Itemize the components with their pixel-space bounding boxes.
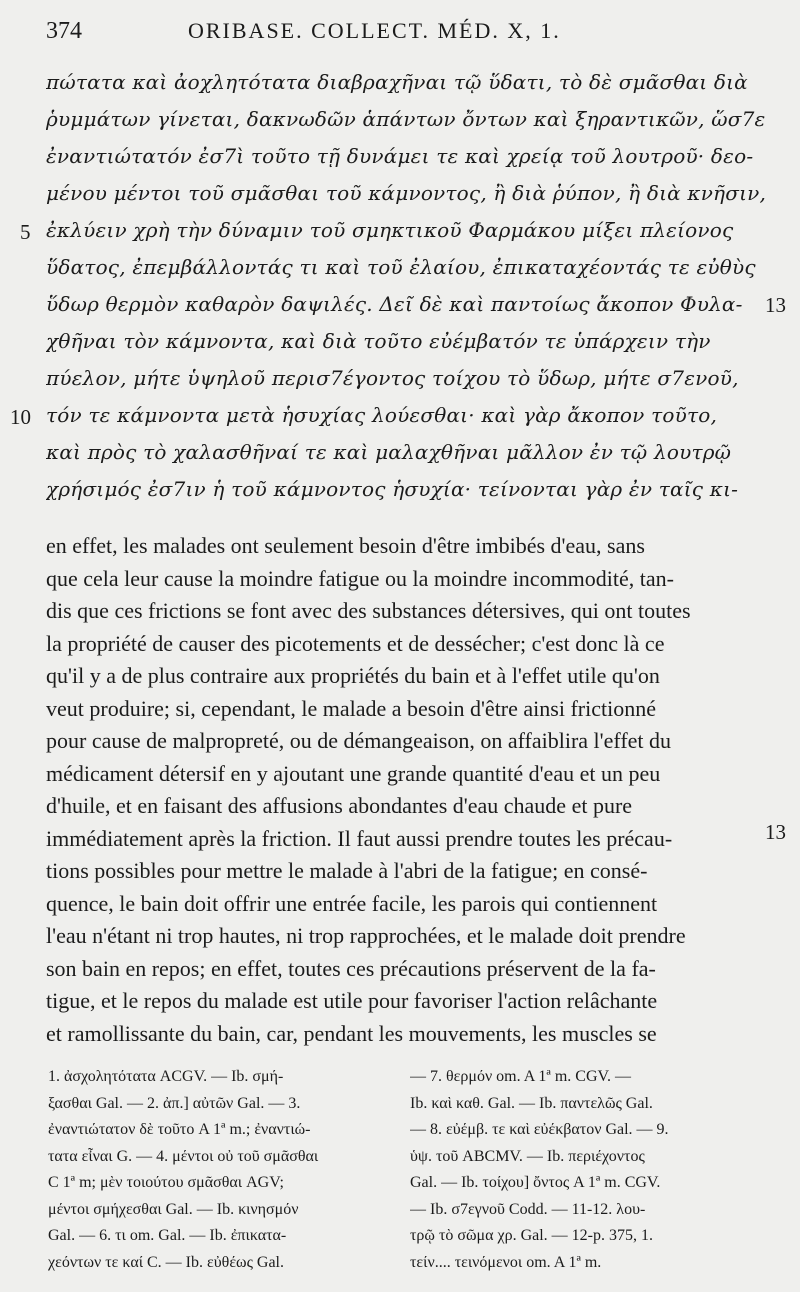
greek-text-line: ὕδατος, ἐπεμβάλλοντάς τι καὶ τοῦ ἐλαίου, ἐπικαταχέοντάς τε εὐθὺς <box>46 255 756 279</box>
footnote-line: τρῷ τὸ σῶμα χρ. Gal. — 12-p. 375, 1. <box>410 1227 654 1244</box>
footnote-line: ξασθαι Gal. — 2. ἀπ.] αὐτῶν Gal. — 3. <box>48 1094 301 1112</box>
greek-text-line: πώτατα καὶ ἀοχλητότατα διαβραχῆναι τῷ ὕδατι, τὸ δὲ σμᾶσθαι διὰ <box>46 70 748 94</box>
french-text-line: qu'il y a de plus contraire aux propriétés du bain et à l'effet utile qu'on <box>46 663 660 688</box>
french-text-line: tigue, et le repos du malade est utile pour favoriser l'action relâchante <box>46 988 658 1013</box>
greek-text-line: καὶ πρὸς τὸ χαλασθῆναί τε καὶ μαλαχθῆναι μᾶλλον ἐν τῷ λουτρῷ <box>46 440 732 464</box>
french-text-line: dis que ces frictions se font avec des substances détersives, qui ont toutes <box>46 598 691 623</box>
footnote-line: — 8. εὐέμβ. τε καὶ εὐέκβατον Gal. — 9. <box>410 1121 669 1138</box>
greek-text-block <box>46 64 766 508</box>
footnote-line: Gal. — Ib. τοίχου] ὄντος A 1ª m. CGV. <box>410 1174 661 1191</box>
greek-text-line: ἐκλύειν χρὴ τὴν δύναμιν τοῦ σμηκτικοῦ Φαρμάκου μίξει πλείονος <box>46 218 734 242</box>
footnote-line: τατα εἶναι G. — 4. μέντοι οὐ τοῦ σμᾶσθαι <box>48 1147 319 1165</box>
footnote-line: Gal. — 6. τι om. Gal. — Ib. ἐπικατα- <box>48 1227 287 1244</box>
footnote-line: — Ib. σ7εγνοῦ Codd. — 11-12. λου- <box>410 1200 646 1218</box>
greek-text-line: ὕδωρ θερμὸν καθαρὸν δαψιλές. Δεῖ δὲ καὶ παντοίως ἄκοπον Φυλα- <box>46 292 743 316</box>
french-text-line: la propriété de causer des picotements et de dessécher; c'est donc là ce <box>46 630 665 656</box>
page-number: 374 <box>46 18 82 44</box>
greek-text-line: χθῆναι τὸν κάμνοντα, καὶ διὰ τοῦτο εὐέμβατόν τε ὑπάρχειν τὴν <box>46 329 711 353</box>
french-text-line: en effet, les malades ont seulement besoin d'être imbibés d'eau, sans <box>46 533 645 558</box>
line-number-13-greek: 13 <box>765 293 786 317</box>
greek-text-line: ῥυμμάτων γίνεται, δακνωδῶν ἁπάντων ὄντων καὶ ξηραντικῶν, ὥσ7ε <box>46 107 766 131</box>
footnote-line: μέντοι σμήχεσθαι Gal. — Ib. κινησμόν <box>48 1200 299 1218</box>
footnote-line: Ib. καὶ καθ. Gal. — Ib. παντελῶς Gal. <box>410 1094 653 1112</box>
french-text-line: pour cause de malpropreté, ou de démangeaison, on affaiblira l'effet du <box>46 728 672 753</box>
footnote-line: ἐναντιώτατον δὲ τοῦτο A 1ª m.; ἐναντιώ- <box>48 1121 311 1138</box>
greek-text-line: τόν τε κάμνοντα μετὰ ἡσυχίας λούεσθαι· καὶ γὰρ ἄκοπον τοῦτο, <box>46 403 718 427</box>
greek-text-line: ἐναντιώτατόν ἐσ7ὶ τοῦτο τῇ δυνάμει τε καὶ χρείᾳ τοῦ λουτροῦ· δεο- <box>46 144 754 168</box>
french-text-line: son bain en repos; en effet, toutes ces précautions préservent de la fa- <box>46 955 656 981</box>
footnote-line: C 1ª m; μὲν τοιούτου σμᾶσθαι AGV; <box>48 1174 284 1191</box>
running-title: ORIBASE. COLLECT. MÉD. X, 1. <box>188 18 561 43</box>
french-text-line: et ramollissante du bain, car, pendant les mouvements, les muscles se <box>46 1020 657 1046</box>
french-text-line: tions possibles pour mettre le malade à l'abri de la fatigue; en consé- <box>46 858 648 883</box>
footnote-line: χεόντων τε καί C. — Ib. εὐθέως Gal. <box>48 1253 284 1271</box>
french-text-line: l'eau n'étant ni trop hautes, ni trop rapprochées, et le malade doit prendre <box>46 923 686 948</box>
french-text-line: d'huile, et en faisant des affusions abondantes d'eau chaude et pure <box>46 793 633 818</box>
french-translation-block <box>46 530 758 1050</box>
line-number-13-french: 13 <box>765 820 786 844</box>
line-number-5: 5 <box>20 220 31 244</box>
greek-text-line: μένου μέντοι τοῦ σμᾶσθαι τοῦ κάμνοντος, ἢ διὰ ῥύπον, ἢ διὰ κνῆσιν, <box>46 181 766 205</box>
greek-text-line: πύελον, μήτε ὑψηλοῦ περισ7έγοντος τοίχου τὸ ὕδωρ, μήτε σ7ενοῦ, <box>46 366 739 390</box>
french-text-line: quence, le bain doit offrir une entrée facile, les parois qui contiennent <box>46 890 658 916</box>
footnote-line: — 7. θερμόν om. A 1ª m. CGV. — <box>410 1068 631 1085</box>
french-text-line: médicament détersif en y ajoutant une grande quantité d'eau et un peu <box>46 760 661 786</box>
running-header <box>46 14 780 48</box>
greek-text-line: χρήσιμός ἐσ7ιν ἡ τοῦ κάμνοντος ἡσυχία· τείνονται γὰρ ἐν ταῖς κι- <box>46 477 739 501</box>
footnote-line: 1. ἀσχολητότατα ACGV. — Ib. σμή- <box>48 1068 284 1085</box>
footnote-line: ὑψ. τοῦ ABCMV. — Ib. περιέχοντος <box>410 1147 645 1165</box>
french-text-line: que cela leur cause la moindre fatigue ou la moindre incommodité, tan- <box>46 565 674 591</box>
footnotes-left-column <box>48 1064 378 1276</box>
french-text-line: immédiatement après la friction. Il faut aussi prendre toutes les précau- <box>46 825 673 851</box>
footnotes-right-column <box>410 1064 770 1276</box>
line-number-10: 10 <box>10 405 31 429</box>
french-text-line: veut produire; si, cependant, le malade a besoin d'être ainsi frictionné <box>46 695 656 721</box>
footnote-line: τείν.... τεινόμενοι om. A 1ª m. <box>410 1253 602 1271</box>
